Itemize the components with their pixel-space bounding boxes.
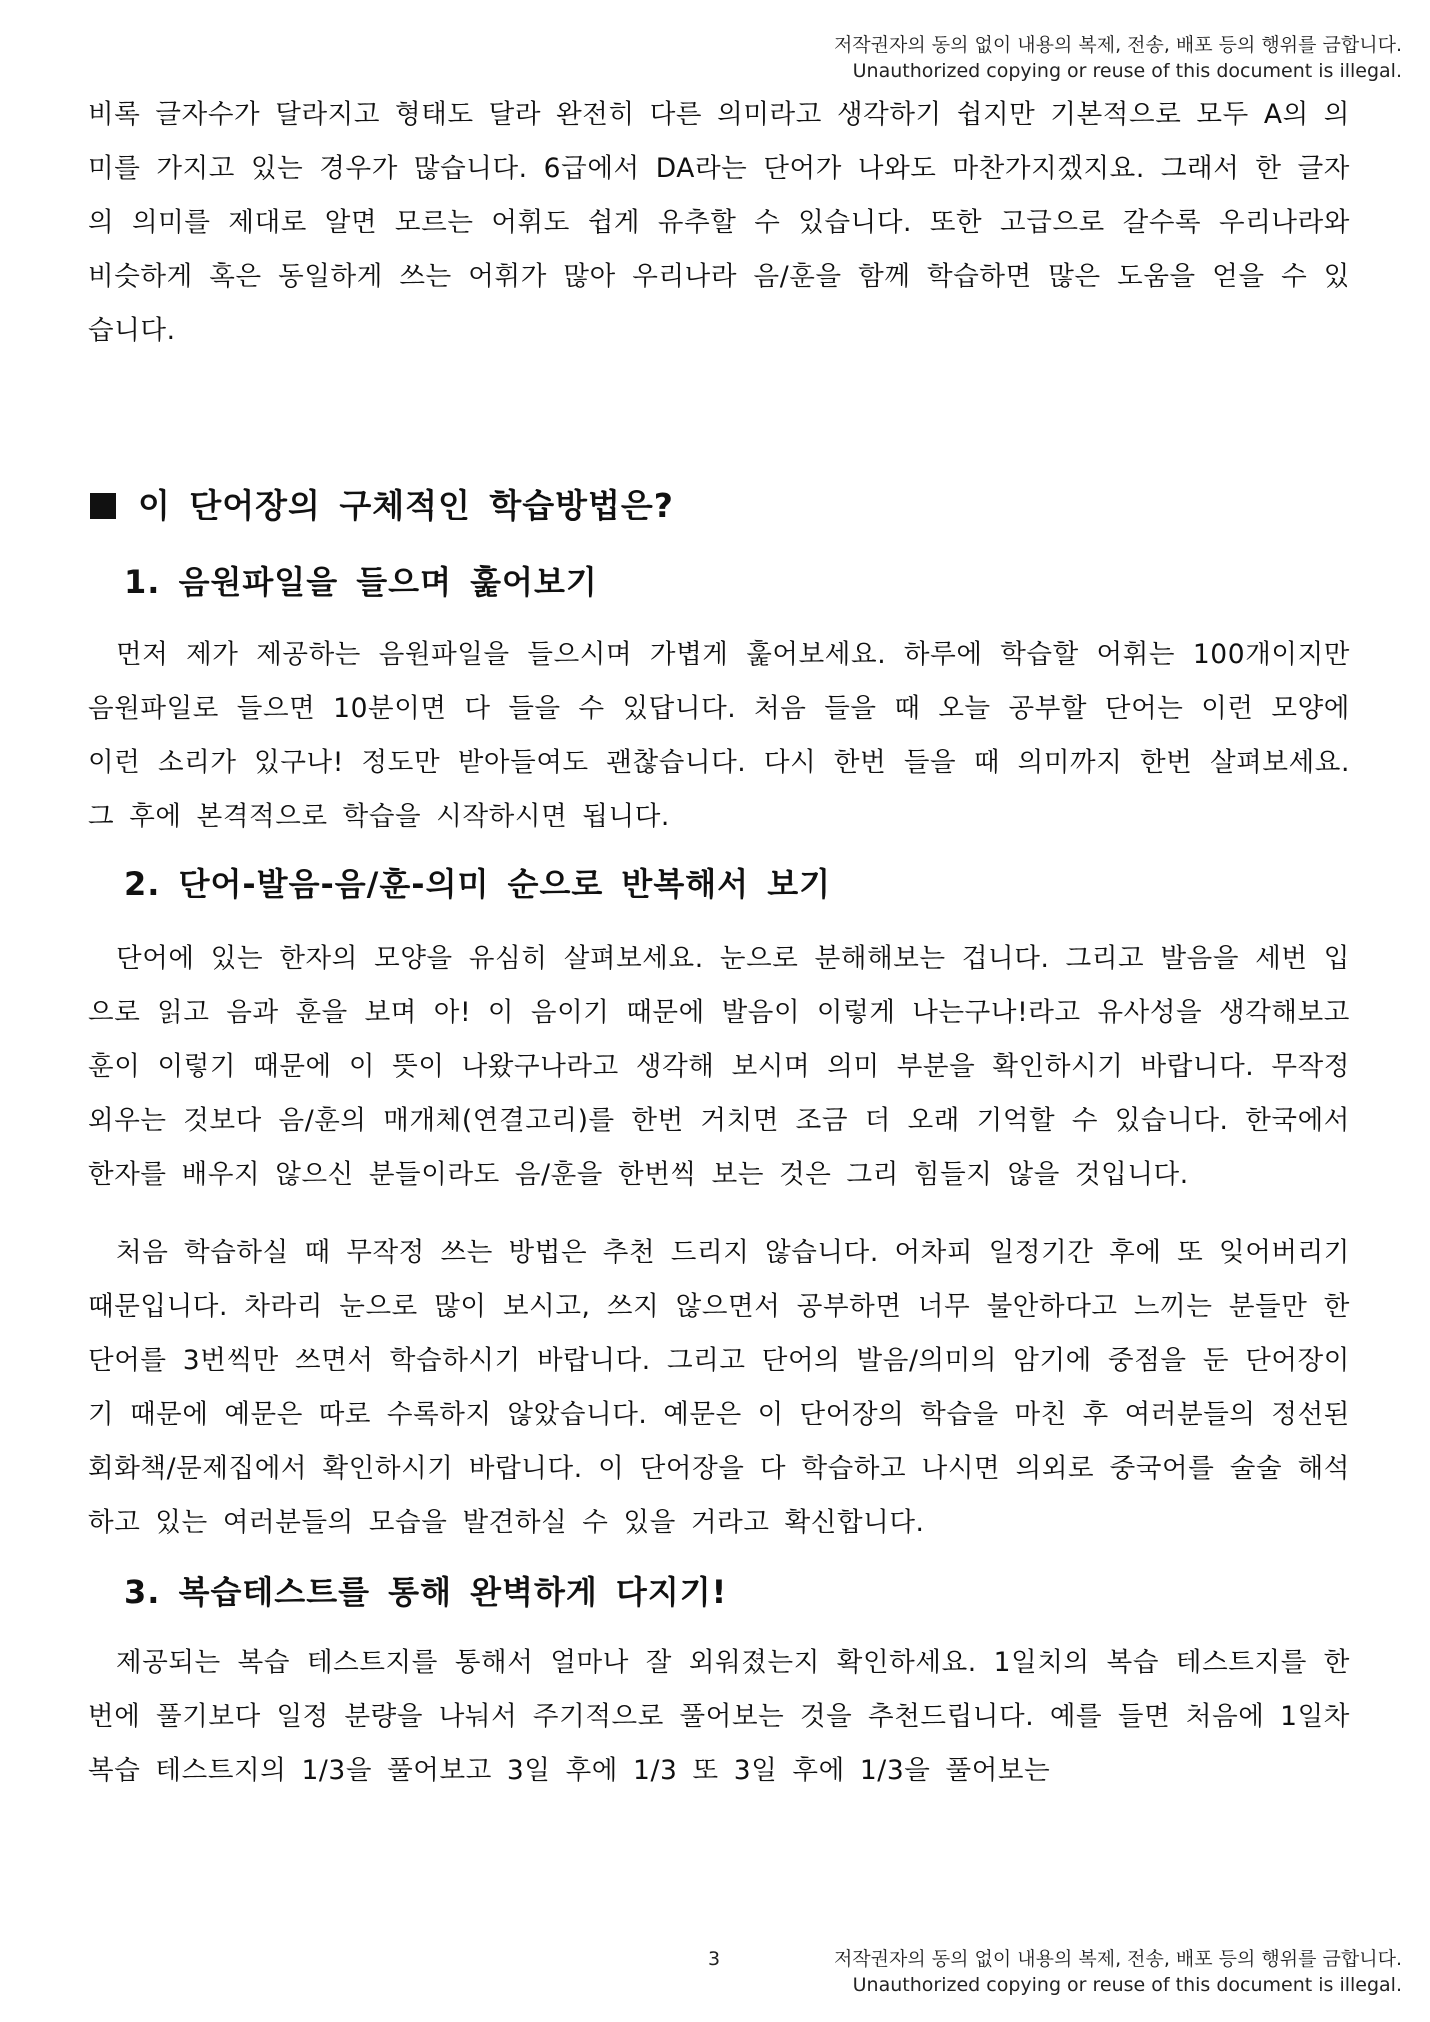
step-3-heading: 3. 복습테스트를 통해 완벽하게 다지기!	[124, 1573, 728, 1611]
page-content	[88, 88, 1350, 1798]
step-2-heading: 2. 단어-발음-음/훈-의미 순으로 반복해서 보기	[124, 865, 832, 903]
footer-copyright-notice	[834, 1946, 1402, 1998]
step-3-paragraph: 제공되는 복습 테스트지를 통해서 얼마나 잘 외워졌는지 확인하세요. 1일치의 복습 테스트지를 한번에 풀기보다 일정 분량을 나눠서 주기적으로 풀어보는 것을 추천드립니다. 예를 들면 처음에 1일차 복습 테스트지의 1/3을 풀어보고 3일 후에 1/3 또 3일 후에 1/3을 풀어보는	[88, 1647, 1350, 1786]
page-number: 3	[708, 1948, 721, 1970]
section-heading-text: 이 단어장의 구체적인 학습방법은?	[138, 486, 674, 525]
step-1-heading: 1. 음원파일을 들으며 훑어보기	[124, 563, 598, 601]
section-heading	[88, 476, 1350, 536]
step-2-paragraph-2: 처음 학습하실 때 무작정 쓰는 방법은 추천 드리지 않습니다. 어차피 일정기간 후에 또 잊어버리기 때문입니다. 차라리 눈으로 많이 보시고, 쓰지 않으면서 공부하면 너무 불안하다고 느끼는 분들만 한 단어를 3번씩만 쓰면서 학습하시기 바랍니다. 그리고 단어의 발음/의미의 암기에 중점을 둔 단어장이기 때문에 예문은 따로 수록하지 않았습니다. 예문은 이 단어장의 학습을 마친 후 여러분들의 정선된 회화책/문제집에서 확인하시기 바랍니다. 이 단어장을 다 학습하고 나시면 의외로 중국어를 술술 해석하고 있는 여러분들의 모습을 발견하실 수 있을 거라고 확신합니다.	[88, 1237, 1350, 1538]
intro-paragraph: 비록 글자수가 달라지고 형태도 달라 완전히 다른 의미라고 생각하기 쉽지만 기본적으로 모두 A의 의미를 가지고 있는 경우가 많습니다. 6급에서 DA라는 단어가 나와도 마찬가지겠지요. 그래서 한 글자의 의미를 제대로 알면 모르는 어휘도 쉽게 유추할 수 있습니다. 또한 고급으로 갈수록 우리나라와 비슷하게 혹은 동일하게 쓰는 어휘가 많아 우리나라 음/훈을 함께 학습하면 많은 도움을 얻을 수 있습니다.	[88, 99, 1350, 346]
footer-notice-korean: 저작권자의 동의 없이 내용의 복제, 전송, 배포 등의 행위를 금합니다.	[833, 1948, 1402, 1970]
step-2-paragraph-1: 단어에 있는 한자의 모양을 유심히 살펴보세요. 눈으로 분해해보는 겁니다. 그리고 발음을 세번 입으로 읽고 음과 훈을 보며 아! 이 음이기 때문에 발음이 이렇게 나는구나!라고 유사성을 생각해보고 훈이 이렇기 때문에 이 뜻이 나왔구나라고 생각해 보시며 의미 부분을 확인하시기 바랍니다. 무작정 외우는 것보다 음/훈의 매개체(연결고리)를 한번 거치면 조금 더 오래 기억할 수 있습니다. 한국에서 한자를 배우지 않으신 분들이라도 음/훈을 한번씩 보는 것은 그리 힘들지 않을 것입니다.	[88, 943, 1350, 1190]
black-square-bullet-icon	[90, 493, 116, 519]
header-notice-english: Unauthorized copying or reuse of this document is illegal.	[852, 60, 1402, 82]
footer-notice-english: Unauthorized copying or reuse of this document is illegal.	[852, 1974, 1402, 1996]
step-1-paragraph: 먼저 제가 제공하는 음원파일을 들으시며 가볍게 훑어보세요. 하루에 학습할 어휘는 100개이지만 음원파일로 들으면 10분이면 다 들을 수 있답니다. 처음 들을 때 오늘 공부할 단어는 이런 모양에 이런 소리가 있구나! 정도만 받아들여도 괜찮습니다. 다시 한번 들을 때 의미까지 한번 살펴보세요. 그 후에 본격적으로 학습을 시작하시면 됩니다.	[88, 639, 1350, 832]
header-notice-korean: 저작권자의 동의 없이 내용의 복제, 전송, 배포 등의 행위를 금합니다.	[833, 34, 1402, 56]
header-copyright-notice	[834, 32, 1402, 84]
